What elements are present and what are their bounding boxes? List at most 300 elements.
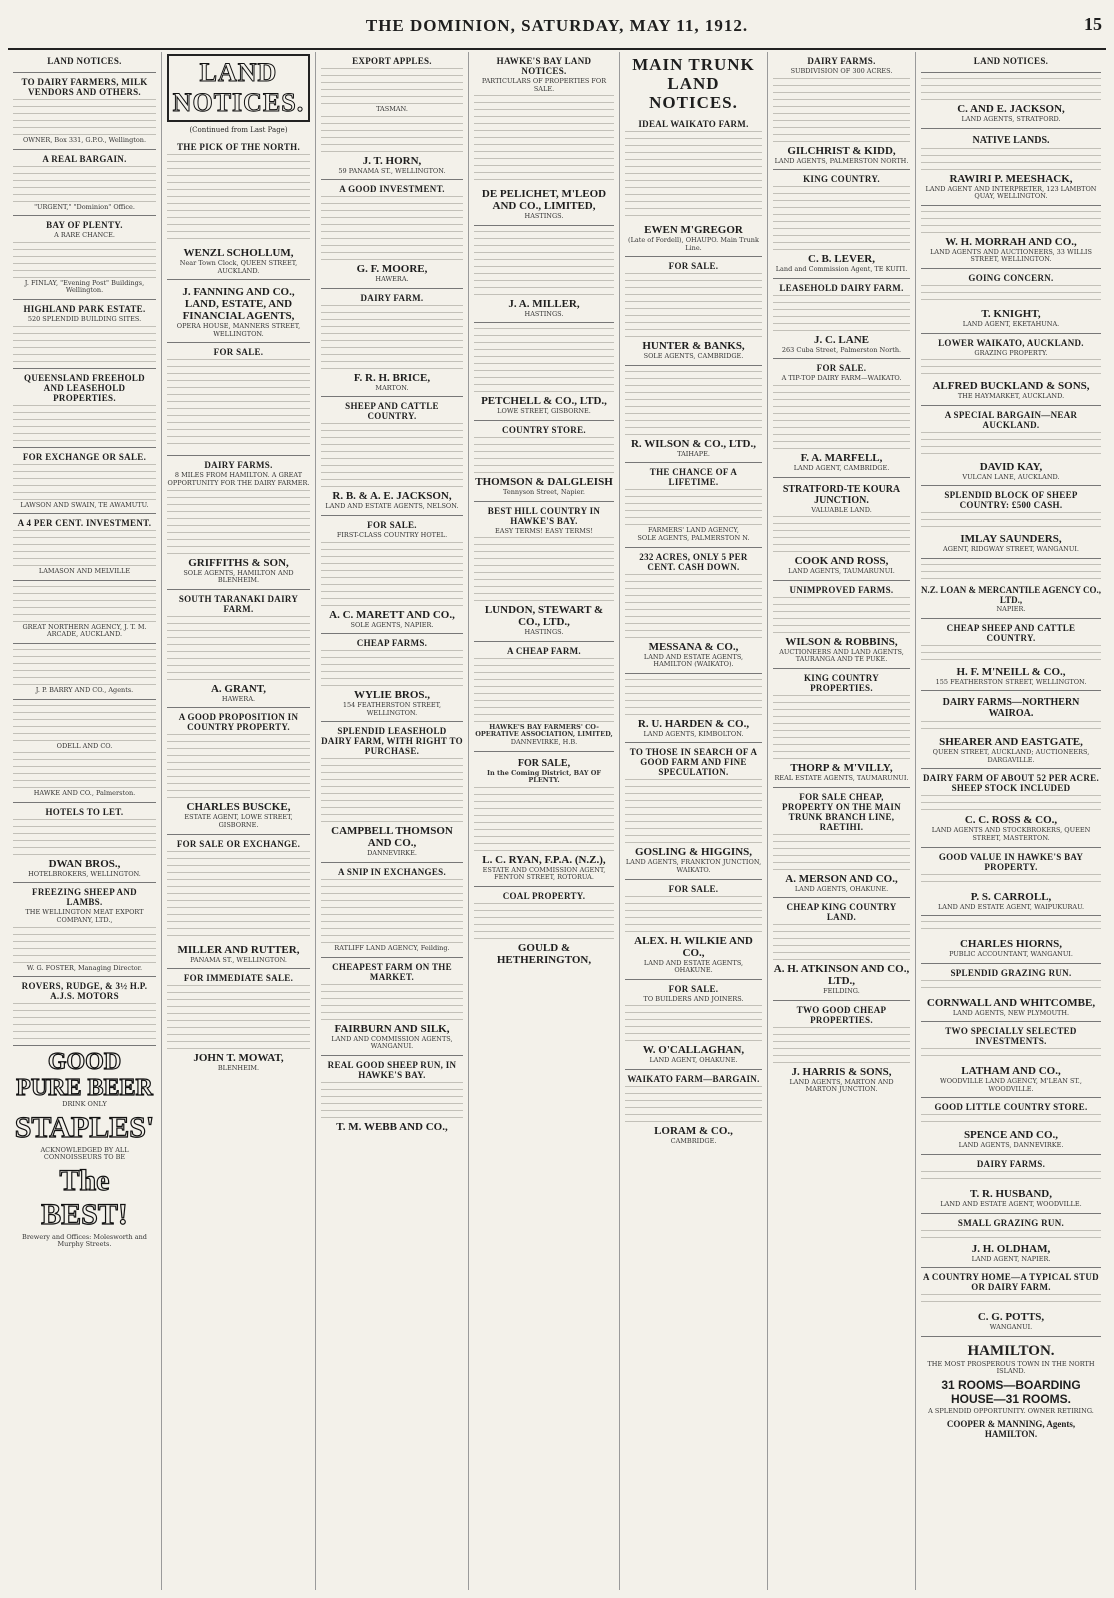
ad-body-text [773,834,910,870]
ad-agent: WYLIE BROS., [353,689,431,702]
ad-title: HIGHLAND PARK ESTATE. [23,303,146,314]
ad-title: CHEAPEST FARM ON THE MARKET. [332,961,452,982]
classified-ad [921,73,1101,129]
classified-ad [625,463,762,547]
ad-body-text [13,326,156,362]
ad-body-text [921,359,1101,377]
ad-body-text [167,616,310,680]
ad-body-text [921,1114,1101,1126]
classified-ad [13,369,156,448]
classified-ad [921,691,1101,769]
ad-agent: J. A. MILLER, [508,297,580,310]
column-4 [469,52,620,1590]
ad-agent: C. AND E. JACKSON, [957,103,1065,115]
ad-body-text [13,586,156,622]
ad-body-text [321,116,463,152]
ad-body-text [321,879,463,943]
ad-signature: NAPIER. [996,604,1026,613]
ad-body-text [321,423,463,487]
land-notices-banner: LAND NOTICES. [167,54,310,122]
ad-body-text [13,1003,156,1039]
ad-agent: A. MERSON AND CO., [785,872,898,885]
ad-body-text [321,542,463,606]
classified-ad [321,634,463,722]
ad-title: TWO SPECIALLY SELECTED INVESTMENTS. [945,1026,1077,1047]
ad-body-text [921,512,1101,530]
ad-signature: LAND AND ESTATE AGENTS, NELSON. [325,502,459,511]
classified-ad [13,73,156,150]
classified-ad [773,788,910,899]
ad-agent: DAVID KAY, [979,460,1043,473]
classified-ad [773,669,910,788]
ad-subtitle: GRAZING PROPERTY. [974,348,1048,357]
ad-body-text [773,385,910,449]
ad-body-text [13,927,156,963]
beer-headline: PURE BEER [16,1075,153,1102]
ad-agent: MILLER AND RUTTER, [177,943,300,956]
ad-agent: RAWIRI P. MEESHACK, [949,172,1073,185]
ad-body-text [625,371,762,435]
ad-signature: LAND AGENTS AND AUCTIONEERS, 33 WILLIS STREET, WELLINGTON. [930,247,1092,264]
ad-agent: A. C. MARETT AND CO., [329,608,455,621]
ad-title: SOUTH TARANAKI DAIRY FARM. [178,593,299,614]
ad-agent: HAWKE'S BAY FARMERS' CO-OPERATIVE ASSOCIATION, LIMITED, [475,722,613,739]
ad-agent: T. R. HUSBAND, [969,1188,1052,1201]
classified-ad [625,980,762,1070]
ad-body-text [773,295,910,331]
ad-agent: J. T. HORN, [362,154,422,167]
beer-footer: Brewery and Offices: Molesworth and Murphy Streets. [22,1232,147,1249]
ad-title: QUEENSLAND FREEHOLD AND LEASEHOLD PROPERTIES. [24,372,145,403]
ad-subtitle: VALUABLE LAND. [811,505,872,514]
classified-ad [13,977,156,1046]
ad-title: COUNTRY STORE. [502,424,586,435]
classified-ad [625,1070,762,1150]
ad-signature: 59 PANAMA ST., WELLINGTON. [338,166,446,175]
ad-signature: ESTATE AND COMMISSION AGENT, FENTON STREET, ROTORUA. [482,865,606,882]
ad-body-text [921,1230,1101,1240]
ad-agent: C. C. ROSS & CO., [964,814,1058,827]
ad-body-text [321,758,463,822]
ad-body-text [921,78,1101,100]
classified-ad [921,129,1101,206]
ad-signature: LAND AGENTS, FRANKTON JUNCTION, WAIKATO. [625,858,762,874]
ad-title: THE PICK OF THE NORTH. [176,142,301,152]
ad-subtitle: FIRST-CLASS COUNTRY HOTEL. [336,530,448,539]
classified-ad [13,216,156,300]
ad-body-text [321,196,463,260]
ad-title: GOOD VALUE IN HAWKE'S BAY PROPERTY. [938,851,1084,872]
ad-body-text [625,273,762,337]
ad-signature: Land and Commission Agent, TE KUITI. [775,265,908,274]
town-name: HAMILTON. [967,1342,1055,1359]
beer-advert [13,1046,156,1253]
classified-ad [773,478,910,581]
ad-title: FOR SALE. [367,519,417,530]
ad-title: THE CHANCE OF A LIFETIME. [649,467,738,488]
ad-title: FOR SALE. [213,347,264,358]
ad-body-text [13,649,156,685]
ad-title: CHEAP FARMS. [356,638,428,649]
ad-agent: W. H. MORRAH AND CO., [945,235,1077,248]
ad-title: STRATFORD-TE KOURA JUNCTION. [782,483,901,506]
ad-body-text [13,752,156,788]
ad-body-text [167,734,310,798]
ad-subtitle: FARMERS' LAND AGENCY, [648,526,739,535]
ad-subtitle: A TIP-TOP DAIRY FARM—WAIKATO. [781,374,902,383]
ad-body-text [625,131,762,221]
ad-body-text [321,68,463,104]
ad-agent: A. H. ATKINSON AND CO., LTD., [773,963,910,988]
classified-ad [921,206,1101,269]
ad-subtitle: SUBDIVISION OF 300 ACRES. [790,67,893,75]
ad-subtitle: THE WELLINGTON MEAT EXPORT COMPANY, LTD., [25,908,144,924]
ad-body-text [625,1086,762,1122]
classified-ad [773,279,910,360]
ad-title: DAIRY FARM. [360,292,424,303]
ad-agent: J. HARRIS & SONS, [791,1065,892,1078]
ad-signature: OPERA HOUSE, MANNERS STREET, WELLINGTON. [176,322,301,338]
ad-title: FOR SALE. [668,883,719,894]
ad-body-text [773,597,910,633]
classified-ad [625,880,762,980]
ad-title: FOR SALE, [517,757,571,769]
ad-body-text [625,1005,762,1041]
classified-ad [921,916,1101,964]
ad-agent: LATHAM AND CO., [961,1065,1061,1078]
ad-signature: DANNEVIRKE. [367,849,417,858]
ad-agent: T. KNIGHT, [981,307,1041,320]
ad-title: A COUNTRY HOME—A TYPICAL STUD OR DAIRY FARM. [923,1272,1099,1293]
ad-title: FREEZING SHEEP AND LAMBS. [32,887,137,908]
classified-ad [13,803,156,884]
ad-signature: AGENT, RIDGWAY STREET, WANGANUI. [943,545,1079,554]
ad-signature: GREAT NORTHERN AGENCY, J. T. M. ARCADE, AUCKLAND. [22,622,147,639]
ad-title: LOWER WAIKATO, AUCKLAND. [938,337,1084,348]
ad-signature: REAL ESTATE AGENTS, TAUMARUNUI. [774,773,909,782]
ad-body-text [625,896,762,932]
ad-title: IDEAL WAIKATO FARM. [638,119,749,129]
beer-tagline: DRINK ONLY [62,1100,107,1109]
classified-ad [13,700,156,803]
classified-ad [321,180,463,289]
classified-ad [474,52,614,226]
ad-title: A GOOD INVESTMENT. [339,184,445,195]
ad-signature: SOLE AGENTS, HAMILTON AND BLENHEIM. [183,568,294,585]
ad-signature: LAND AND ESTATE AGENT, WAIPUKURAU. [937,902,1085,911]
ad-agent: ALFRED BUCKLAND & SONS, [932,380,1090,393]
classified-ad [474,887,614,971]
column-5 [620,52,768,1590]
classified-ad [921,769,1101,847]
ad-title: BAY OF PLENTY. [46,220,123,231]
ad-signature: J. FINLAY, "Evening Post" Buildings, Wellington. [24,278,145,295]
classified-ad [13,448,156,515]
ad-signature: Tennyson Street, Napier. [503,487,585,496]
column-heading [921,52,1101,73]
ad-agent: GILCHRIST & KIDD, [787,144,896,157]
classified-ad [773,170,910,279]
ad-signature: LAND AGENT, OHAKUNE. [649,1056,738,1065]
ad-agent: P. S. CARROLL, [970,890,1052,903]
ad-title: TWO GOOD CHEAP PROPERTIES. [796,1004,887,1025]
classified-ad [13,644,156,700]
ad-agent: WILSON & ROBBINS, [785,635,898,648]
ad-body-text [921,645,1101,663]
beer-slogan: The BEST! [41,1163,128,1231]
ad-agent: GOULD & HETHERINGTON, [496,941,592,966]
ad-title: SPLENDID BLOCK OF SHEEP COUNTRY: £500 CASH. [944,490,1078,511]
ad-signature: LAND AGENT AND INTERPRETER, 123 LAMBTON QUAY, WELLINGTON. [925,184,1097,201]
ad-body-text [321,305,463,369]
classified-ad [474,752,614,887]
classified-ad [13,514,156,581]
ad-body-text [13,705,156,741]
classified-ad [321,1056,463,1138]
ad-title: TO DAIRY FARMERS, MILK VENDORS AND OTHERS. [21,77,148,97]
ad-signature: LAND AGENTS, PALMERSTON NORTH. [774,156,909,165]
ad-agent: CHARLES BUSCKE, [186,801,291,814]
ad-subtitle: 8 MILES FROM HAMILTON. A GREAT OPPORTUNITY FOR THE DAIRY FARMER. [167,471,310,487]
ad-signature: LAND AGENTS, TAUMARUNUI. [788,567,895,576]
classified-ad [167,138,310,280]
continued-note: (Continued from Last Page) [189,126,288,134]
ad-signature: HAWERA. [221,694,256,703]
classified-ad [921,964,1101,1023]
ad-body-text [921,285,1101,305]
ad-body-text [921,921,1101,935]
ad-agent: CAMPBELL THOMSON AND CO., [331,825,453,850]
classified-ad [921,1337,1101,1444]
ad-agent: COOK AND ROSS, [794,555,889,568]
ad-signature: VULCAN LANE, AUCKLAND. [962,472,1060,481]
ad-body-text [321,984,463,1020]
ad-title: SHEEP AND CATTLE COUNTRY. [345,401,439,422]
classified-ad [474,226,614,324]
ad-signature: HASTINGS. [524,628,564,637]
ad-agent: F. A. MARFELL, [800,451,883,464]
ad-title: FOR SALE OR EXCHANGE. [176,838,301,849]
ad-agent: HUNTER & BANKS, [642,340,745,353]
ad-title: SMALL GRAZING RUN. [957,1217,1065,1228]
classified-ad [625,674,762,744]
ad-signature: PUBLIC ACCOUNTANT, WANGANUI. [949,950,1073,959]
ad-body-text [773,924,910,960]
heading-text: LAND NOTICES. [47,56,122,66]
ad-signature: BLENHEIM. [217,1064,260,1073]
ad-body-text [625,574,762,638]
column-6 [768,52,916,1590]
classified-ad [773,581,910,669]
ad-title: WAIKATO FARM—BARGAIN. [627,1073,760,1084]
ad-title: BEST HILL COUNTRY IN HAWKE'S BAY. [487,505,601,526]
ad-title: KING COUNTRY. [803,174,880,185]
ad-signature: LAND AND ESTATE AGENTS, HAMILTON (WAIKATO). [643,652,744,669]
ad-title: REAL GOOD SHEEP RUN, IN HAWKE'S BAY. [327,1059,457,1080]
ad-agent: F. R. H. BRICE, [353,371,431,384]
ad-agent: IMLAY SAUNDERS, [960,533,1062,546]
ad-body-text [921,564,1101,582]
ad-agent: N.Z. LOAN & MERCANTILE AGENCY CO., LTD., [921,584,1101,605]
classified-ad [625,366,762,464]
classified-ad [921,406,1101,487]
ad-signature: WANGANUI. [989,1323,1033,1332]
ad-body-text [921,148,1101,170]
ad-body-text [625,779,762,843]
ad-signature: QUEEN STREET, AUCKLAND; AUCTIONEERS, DARGAVILLE. [932,748,1090,764]
ad-signature: LAND AND ESTATE AGENTS, OHAKUNE. [643,958,744,975]
ad-agent: MESSANA & CO., [648,640,739,653]
ad-signature: LAND AGENTS, DANNEVIRKE. [958,1141,1064,1150]
ad-signature: "URGENT," "Dominion" Office. [34,202,135,211]
classified-ad [625,257,762,366]
ad-body-text [921,795,1101,811]
ad-agent: GRIFFITHS & SON, [188,556,289,569]
ad-signature: 154 FEATHERSTON STREET, WELLINGTON. [342,701,442,717]
ad-signature: FEILDING. [823,987,860,996]
ad-title: FOR EXCHANGE OR SALE. [22,451,147,462]
ad-signature: HAWERA. [375,275,409,284]
ad-title: DAIRY FARMS. [976,1159,1046,1170]
ad-body-text [773,516,910,552]
ad-body-text [921,1171,1101,1185]
ad-signature: LAND AND ESTATE AGENT, WOODVILLE. [940,1200,1082,1209]
ad-body-text [13,242,156,278]
ad-title: EXPORT APPLES. [352,56,432,66]
ad-signature: ESTATE AGENT, LOWE STREET, GISBORNE. [184,813,293,829]
ad-body-text [474,437,614,473]
ad-subtitle: TO BUILDERS AND JOINERS. [643,994,744,1003]
ad-subtitle: In the Coming District, BAY OF PLENTY. [486,768,602,785]
ad-signature: LAND AGENT, NAPIER. [971,1254,1051,1263]
ad-subtitle: PARTICULARS OF PROPERTIES FOR SALE. [481,77,607,93]
ad-body-text [921,432,1101,458]
classified-ad [13,581,156,644]
ad-agent: A. GRANT, [210,682,267,695]
ad-signature: LAWSON AND SWAIN, TE AWAMUTU. [20,500,149,509]
ad-subtitle: TASMAN. [376,105,408,113]
ad-agent: W. O'CALLAGHAN, [642,1044,745,1057]
ad-title: A SNIP IN EXCHANGES. [337,866,447,877]
ad-title: TO THOSE IN SEARCH OF A GOOD FARM AND FINE SPECULATION. [629,747,758,778]
ad-body-text [773,186,910,250]
ad-title: 232 ACRES, ONLY 5 PER CENT. CASH DOWN. [639,551,748,572]
classified-ad [13,883,156,977]
ad-signature: TAIHAPE. [677,449,710,458]
classified-ad [167,280,310,343]
ad-signature: SOLE AGENTS, CAMBRIDGE. [643,352,744,361]
ad-body-text [13,530,156,566]
ad-signature: LAND AGENT, CAMBRIDGE. [793,463,890,472]
ad-signature: LAND AGENT, EKETAHUNA. [962,319,1060,328]
classified-ad [921,1155,1101,1214]
ad-title: FOR SALE. [668,261,719,272]
ad-signature: RATLIFF LAND AGENCY, Feilding. [334,943,450,952]
main-trunk-banner: MAIN TRUNK LAND NOTICES. [632,55,755,112]
ad-body-text [321,650,463,686]
ad-agent: ALEX. H. WILKIE AND CO., [634,934,753,959]
column-heading [13,52,156,73]
ad-agent: L. C. RYAN, F.P.A. (N.Z.), [482,853,606,866]
classified-ad [921,1022,1101,1098]
ad-signature: SOLE AGENTS, NAPIER. [350,620,434,629]
ad-agent: PETCHELL & CO., LTD., [481,395,607,408]
ad-agent: DE PELICHET, M'LEOD AND CO., LIMITED, [481,188,607,213]
ad-body-text [625,679,762,715]
ad-signature: ODELL AND CO. [56,741,113,750]
ad-title: CHEAP KING COUNTRY LAND. [786,902,897,923]
ad-body-text [625,489,762,525]
ad-title: A 4 PER CENT. INVESTMENT. [17,518,152,529]
classified-ad [13,150,156,217]
page-number: 15 [1084,14,1102,34]
ad-body-text [474,537,614,601]
classified-ad [921,1098,1101,1155]
classified-ad [773,359,910,477]
beer-tagline: ACKNOWLEDGED BY ALL CONNOISSEURS TO BE [40,1145,129,1162]
ad-signature: LAND AGENTS AND STOCKBROKERS, QUEEN STREET, MASTERTON. [931,826,1091,842]
classified-ad [921,1214,1101,1269]
classified-ad [921,1268,1101,1337]
ad-agent: GOSLING & HIGGINS, [634,846,753,859]
ad-body-text [921,1048,1101,1062]
classified-ad [167,708,310,834]
classified-ad [625,743,762,879]
ad-body-text [474,903,614,939]
classified-ad [474,642,614,752]
ad-title: A REAL BARGAIN. [42,153,127,164]
ad-body-text [921,980,1101,994]
ad-agent: J. FANNING AND CO., LAND, ESTATE, AND FINANCIAL AGENTS, [182,286,295,323]
ad-body-text [474,95,614,185]
classified-ad [321,958,463,1056]
ad-signature: LAND AGENTS, KIMBOLTON. [643,729,744,738]
classified-ad [167,456,310,589]
ad-signature: LAMASON AND MELVILLE [38,567,131,576]
column-1 [8,52,162,1590]
ad-agent: R. U. HARDEN & CO., [637,717,750,730]
ad-title: SPLENDID GRAZING RUN. [950,967,1072,978]
ad-agent: FAIRBURN AND SILK, [334,1022,450,1035]
column-2 [162,52,316,1590]
classified-ad [773,1001,910,1098]
ad-title: SPLENDID LEASEHOLD DAIRY FARM, WITH RIGHT TO PURCHASE. [321,726,463,757]
ad-title: DAIRY FARMS. [807,56,876,66]
ad-agent: CHARLES HIORNS, [959,938,1063,951]
ad-body-text [773,695,910,759]
ad-title: A GOOD PROPOSITION IN COUNTRY PROPERTY. [178,712,299,733]
ad-signature: HAWKE AND CO., Palmerston. [33,789,136,798]
ad-signature: LOWE STREET, GISBORNE. [497,407,591,416]
ad-body-text [167,985,310,1049]
ad-agent: LORAM & CO., [654,1124,733,1137]
ad-signature: HASTINGS. [524,309,564,318]
ad-agent: R. WILSON & CO., LTD., [630,437,756,450]
ad-body-text [167,154,310,244]
ad-body-text [13,99,156,135]
classified-ad [474,502,614,642]
ad-body-text [167,359,310,449]
ad-signature: CAMBRIDGE. [670,1136,717,1145]
ad-title: GOOD LITTLE COUNTRY STORE. [934,1102,1088,1113]
town-tagline: THE MOST PROSPEROUS TOWN IN THE NORTH ISLAND. [927,1359,1095,1376]
classified-ad [167,835,310,970]
ad-agent: LUNDON, STEWART & CO., LTD., [484,604,604,629]
ad-title: COAL PROPERTY. [502,890,586,901]
ad-agent: SHEARER AND EASTGATE, [939,736,1083,749]
ad-agent: H. F. M'NEILL & CO., [956,665,1066,678]
ad-title: GOING CONCERN. [968,272,1054,283]
